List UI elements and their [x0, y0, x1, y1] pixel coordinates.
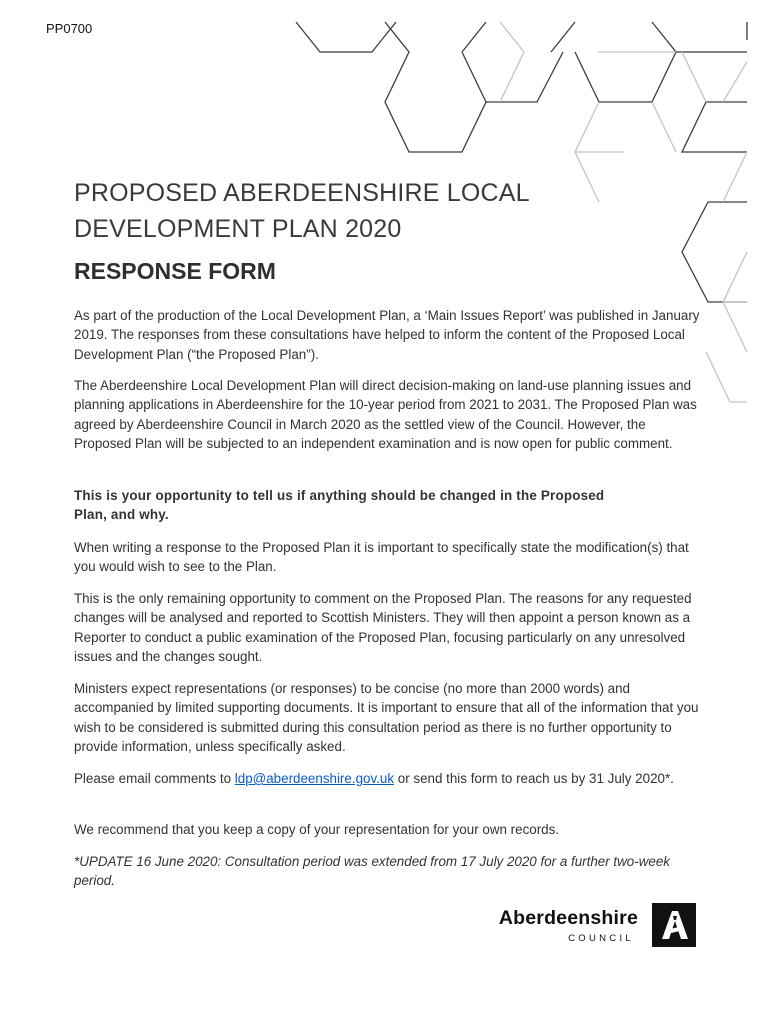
update-note: *UPDATE 16 June 2020: Consultation period was extended from 17 July 2020 for a further two-week period.	[74, 854, 670, 889]
email-link[interactable]: ldp@aberdeenshire.gov.uk	[234, 771, 395, 786]
logo-name: Aberdeenshire	[498, 907, 638, 929]
page-title-line1: PROPOSED ABERDEENSHIRE LOCAL	[74, 179, 530, 207]
logo-subtitle: COUNCIL	[568, 933, 634, 944]
page-subtitle: RESPONSE FORM	[74, 258, 276, 284]
records-paragraph: We recommend that you keep a copy of your representation for your own records.	[74, 822, 560, 837]
page-title-line2: DEVELOPMENT PLAN 2020	[74, 215, 402, 243]
opportunity-paragraph: This is your opportunity to tell us if anything should be changed in the Proposed Plan, and why.	[74, 488, 605, 523]
writing-guidance-paragraph: When writing a response to the Proposed Plan it is important to specifically state the modification(s) that you would wish to see to the Plan.	[74, 540, 689, 575]
ministers-paragraph: Ministers expect representations (or responses) to be concise (no more than 2000 words) and accompanied by limited supporting documents. It is important to ensure that all of the information that you wish to be considered is submitted during this consultation period as there is no further opportunity to provide information, unless specifically asked.	[74, 681, 699, 755]
process-paragraph: This is the only remaining opportunity to comment on the Proposed Plan. The reasons for any requested changes will be analysed and reported to Scottish Ministers. They will then appoint a person known as a Reporter to conduct a public examination of the Proposed Plan, focusing particularly on any unresolved issues and the changes sought.	[74, 591, 692, 665]
document-reference: PP0700	[46, 21, 93, 36]
plan-description-paragraph: The Aberdeenshire Local Development Plan will direct decision-making on land-use planning issues and planning applications in Aberdeenshire for the 10-year period from 2021 to 2031. The Proposed Plan was agreed by Aberdeenshire Council in March 2020 as the settled view of the Council. However, the Proposed Plan will be subjected to an independent examination and is now open for public comment.	[74, 378, 697, 452]
intro-paragraph: As part of the production of the Local Development Plan, a ‘Main Issues Report’ was published in January 2019. The responses from these consultations have helped to inform the content of the Proposed Local Development Plan (“the Proposed Plan”).	[74, 308, 700, 362]
aberdeenshire-council-logo	[470, 902, 700, 950]
submission-paragraph	[74, 769, 702, 788]
council-emblem-icon	[652, 903, 696, 947]
submission-text-before: Please email comments to	[74, 771, 235, 786]
submission-text-after: or send this form to reach us by 31 July 2020*.	[394, 771, 674, 786]
